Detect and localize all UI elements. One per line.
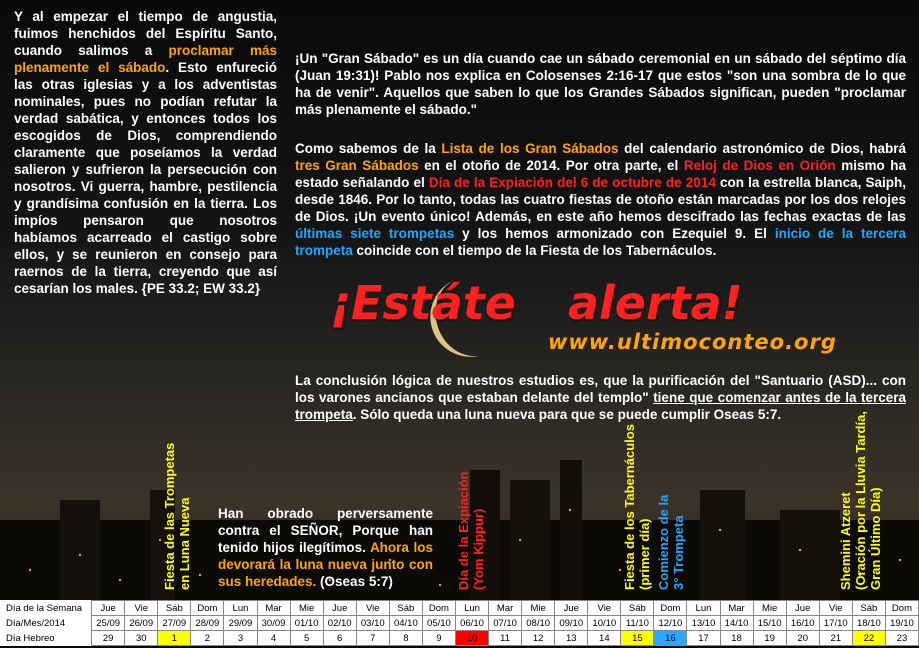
weekday-cell: Vie: [819, 601, 852, 616]
website-url[interactable]: www.ultimoconteo.org: [548, 330, 837, 354]
weekday-cell: Mar: [257, 601, 290, 616]
date-cell: 04/10: [389, 616, 422, 631]
weekday-cell: Vie: [125, 601, 158, 616]
oseas-highlight: Ahora los devorará la luna nueva junto con sus heredades.: [218, 540, 434, 589]
label-line: Shemini Atzeret: [838, 492, 853, 590]
date-cell: 16/10: [786, 616, 819, 631]
date-cell: 13/10: [687, 616, 720, 631]
label-line: Fiesta de los Tabernáculos: [622, 424, 637, 590]
banner-part2: alerta!: [568, 276, 743, 330]
hebrew-day-cell: 14: [588, 631, 621, 646]
hebrew-day-cell: 9: [422, 631, 455, 646]
label-line: (Oración por la Lluvia Tardía,: [853, 411, 868, 590]
hebrew-day-cell: 10: [455, 631, 488, 646]
weekday-cell: Mie: [753, 601, 786, 616]
hebrew-day-cell: 21: [819, 631, 852, 646]
date-cell: 19/10: [885, 616, 918, 631]
p2-highlight: tres Gran Sábados: [295, 158, 419, 173]
concl-text: La conclusión lógica de nuestros estudios es, que la purificación del "Santuario (ASD)... con los varones ancianos que estaban delante del templo": [295, 373, 906, 405]
calendar-row-label: Día/Mes/2014: [0, 616, 92, 631]
quote-early-writings: [14, 8, 277, 297]
link-ultimas-trompetas[interactable]: últimas siete trompetas: [295, 226, 455, 241]
date-cell: 25/09: [92, 616, 125, 631]
label-line: en Luna Nueva: [177, 497, 192, 590]
p2-text: con la estrella blanca, Saiph, desde 1846. Por lo tanto, todas las cuatro fiestas de otoño están marcadas por los dos relojes de Dios. ¡Un evento único! Además, en este año hemos descifrado las fechas exactas de las: [295, 175, 907, 224]
date-cell: 02/10: [323, 616, 356, 631]
p2-highlight-blue: inicio de la tercera trompeta: [295, 226, 906, 258]
p2-text: del calendario astronómico de Dios, habrá: [618, 141, 906, 156]
fall-feasts-paragraph: [295, 140, 906, 259]
weekday-cell: Lun: [455, 601, 488, 616]
label-dia-expiacion: [456, 472, 486, 591]
date-cell: 06/10: [455, 616, 488, 631]
hebrew-day-cell: 1: [158, 631, 191, 646]
weekday-cell: Dom: [422, 601, 455, 616]
quote-highlight: proclamar más plenamente el sábado: [14, 43, 277, 75]
date-cell: 09/10: [555, 616, 588, 631]
date-cell: 28/09: [191, 616, 224, 631]
hebrew-day-cell: 5: [290, 631, 323, 646]
weekday-cell: Jue: [555, 601, 588, 616]
hebrew-day-cell: 23: [885, 631, 918, 646]
conclusion-paragraph: [295, 372, 906, 423]
weekday-cell: Sáb: [389, 601, 422, 616]
quote-text-rest: . Esto enfureció las otras iglesias y a los adventistas nominales, pues no podían refutar la verdad sabática, y entonces todos los escogidos de Dios, comprendiendo claramente que poseíamos la verdad salieron y sufrieron la persecución con nosotros. Vi guerra, hambre, pestilencia y grandísima confusión en la tierra. Los impíos pensaron que nosotros habíamos acarreado el castigo sobre ellos, y se reunieron en consejo para raernos de la tierra, creyendo que así cesarían los males. {PE 33.2; EW 33.2}: [14, 60, 277, 296]
oseas-text: Han obrado perversamente contra el SEÑOR, Porque han tenido hijos ilegítimos.: [218, 506, 433, 555]
hebrew-day-cell: 2: [191, 631, 224, 646]
oseas-ref: (Oseas 5:7): [316, 574, 393, 589]
p2-text: mismo ha estado señalando el: [295, 158, 906, 190]
date-cell: 12/10: [654, 616, 687, 631]
weekday-cell: Mie: [290, 601, 323, 616]
hebrew-day-cell: 16: [654, 631, 687, 646]
quote-text-start: Y al empezar el tiempo de angustia, fuimos henchidos del Espíritu Santo, cuando salimos a: [14, 9, 277, 58]
p2-text: en el otoño de 2014. Por otra parte, el: [418, 158, 684, 173]
label-line: 3° Trompeta: [671, 515, 686, 590]
date-cell: 03/10: [356, 616, 389, 631]
date-cell: 07/10: [489, 616, 522, 631]
weekday-cell: Jue: [323, 601, 356, 616]
label-tabernaculos: [622, 424, 652, 590]
date-cell: 14/10: [720, 616, 753, 631]
label-line: Día de la Expiación: [456, 471, 471, 590]
weekday-cell: Sáb: [852, 601, 885, 616]
date-cell: 10/10: [588, 616, 621, 631]
weekday-cell: Dom: [191, 601, 224, 616]
weekday-cell: Sáb: [158, 601, 191, 616]
label-line: (Yom Kippur): [471, 508, 486, 590]
date-cell: 05/10: [422, 616, 455, 631]
weekday-cell: Mar: [489, 601, 522, 616]
date-cell: 29/09: [224, 616, 257, 631]
weekday-cell: Jue: [92, 601, 125, 616]
calendar-row-label: Día de la Semana: [0, 601, 92, 616]
label-line: (primer día): [637, 518, 652, 590]
weekday-cell: Sáb: [621, 601, 654, 616]
hebrew-day-cell: 11: [489, 631, 522, 646]
link-reloj-orion[interactable]: Reloj de Dios en Orión: [683, 158, 836, 173]
date-cell: 15/10: [753, 616, 786, 631]
label-line: Gran Último Día): [868, 487, 883, 590]
hebrew-day-cell: 6: [323, 631, 356, 646]
hebrew-day-cell: 7: [356, 631, 389, 646]
date-cell: 18/10: [852, 616, 885, 631]
weekday-cell: Dom: [654, 601, 687, 616]
concl-text: . Sólo queda una luna nueva para que se puede cumplir Oseas 5:7.: [352, 407, 782, 422]
label-fiesta-trompetas: [162, 443, 192, 590]
hebrew-day-cell: 18: [720, 631, 753, 646]
p2-highlight-red: Día de la Expiación del 6 de octubre de 2014: [428, 175, 716, 190]
hebrew-day-cell: 3: [224, 631, 257, 646]
weekday-cell: Lun: [224, 601, 257, 616]
hebrew-day-cell: 22: [852, 631, 885, 646]
date-cell: 17/10: [819, 616, 852, 631]
calendar-row: [0, 601, 919, 616]
label-line: Fiesta de las Trompetas: [162, 442, 177, 590]
hebrew-day-cell: 12: [522, 631, 555, 646]
date-cell: 30/09: [257, 616, 290, 631]
gran-sabado-paragraph: ¡Un "Gran Sábado" es un día cuando cae un sábado ceremonial en un sábado del séptimo día (Juan 19:31)! Pablo nos explica en Colosenses 2:16-17 que estos "son una sombra de lo que ha de venir". Aquellos que saben lo que los Grandes Sábados significan, pueden "proclamar más plenamente el sábado.": [295, 51, 906, 117]
weekday-cell: Lun: [687, 601, 720, 616]
hebrew-day-cell: 17: [687, 631, 720, 646]
date-cell: 01/10: [290, 616, 323, 631]
date-cell: 26/09: [125, 616, 158, 631]
concl-underline: tiene que comenzar antes de la tercera trompeta: [295, 390, 906, 422]
calendar-row: [0, 616, 919, 631]
p2-text: Como sabemos de la: [295, 141, 442, 156]
calendar-body: [0, 601, 919, 646]
hebrew-day-cell: 30: [125, 631, 158, 646]
weekday-cell: Vie: [356, 601, 389, 616]
p2-text: coincide con el tiempo de la Fiesta de los Tabernáculos.: [352, 243, 717, 258]
calendar-row: [0, 631, 919, 646]
hebrew-day-cell: 13: [555, 631, 588, 646]
hebrew-day-cell: 15: [621, 631, 654, 646]
label-shemini-atzeret: [838, 411, 883, 590]
date-cell: 27/09: [158, 616, 191, 631]
label-line: Comienzo de la: [656, 494, 671, 590]
date-cell: 08/10: [522, 616, 555, 631]
weekday-cell: Dom: [885, 601, 918, 616]
hebrew-day-cell: 8: [389, 631, 422, 646]
hebrew-day-cell: 20: [786, 631, 819, 646]
weekday-cell: Vie: [588, 601, 621, 616]
hebrew-day-cell: 29: [92, 631, 125, 646]
oseas-quote: [218, 505, 433, 590]
hebrew-day-cell: 4: [257, 631, 290, 646]
banner-part1: ¡Estáte: [330, 276, 516, 330]
weekday-cell: Mar: [720, 601, 753, 616]
weekday-cell: Jue: [786, 601, 819, 616]
date-cell: 11/10: [621, 616, 654, 631]
p2-text: y los hemos armonizado con Ezequiel 9. El: [454, 226, 775, 241]
link-lista-gran-sabados[interactable]: Lista de los Gran Sábados: [441, 141, 619, 156]
calendar-table: [0, 600, 919, 646]
weekday-cell: Mie: [522, 601, 555, 616]
label-tercera-trompeta: [656, 495, 686, 590]
hebrew-day-cell: 19: [753, 631, 786, 646]
banner-title: [330, 276, 743, 330]
calendar-row-label: Día Hebreo: [0, 631, 92, 646]
